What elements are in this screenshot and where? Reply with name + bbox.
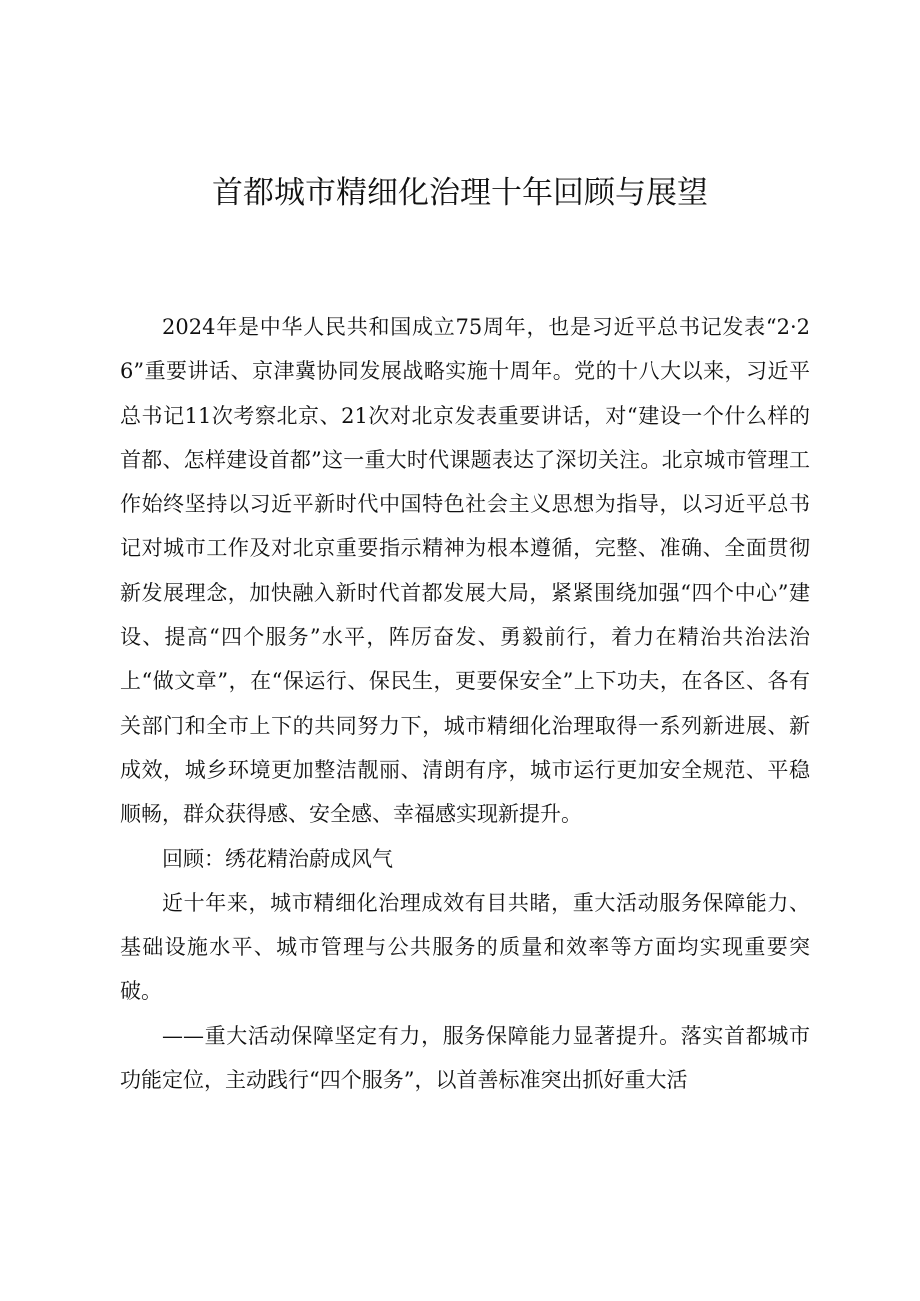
document-body bbox=[120, 305, 810, 1102]
section-paragraph-2: ——重大活动保障坚定有力，服务保障能力显著提升。落实首都城市功能定位，主动践行“四个服务”，以首善标准突出抓好重大活 bbox=[120, 1023, 810, 1093]
section-paragraph-1: 近十年来，城市精细化治理成效有目共睹，重大活动服务保障能力、基础设施水平、城市管理与公共服务的质量和效率等方面均实现重要突破。 bbox=[120, 890, 810, 1004]
section-heading: 回顾：绣花精治蔚成风气 bbox=[162, 846, 393, 871]
intro-paragraph: 2024年是中华人民共和国成立75周年，也是习近平总书记发表“2·26”重要讲话、京津冀协同发展战略实施十周年。党的十八大以来，习近平总书记11次考察北京、21次对北京发表重要讲话，对“建设一个什么样的首都、怎样建设首都”这一重大时代课题表达了深切关注。北京城市管理工作始终坚持以习近平新时代中国特色社会主义思想为指导，以习近平总书记对城市工作及对北京重要指示精神为根本遵循，完整、准确、全面贯彻新发展理念，加快融入新时代首都发展大局，紧紧围绕加强“四个中心”建设、提高“四个服务”水平，阵厉奋发、勇毅前行，着力在精治共治法治上“做文章”，在“保运行、保民生，更要保安全”上下功夫，在各区、各有关部门和全市上下的共同努力下，城市精细化治理取得一系列新进展、新成效，城乡环境更加整洁靓丽、清朗有序，城市运行更加安全规范、平稳顺畅，群众获得感、安全感、幸福感实现新提升。 bbox=[120, 315, 810, 827]
document-title: 首都城市精细化治理十年回顾与展望 bbox=[212, 175, 708, 211]
